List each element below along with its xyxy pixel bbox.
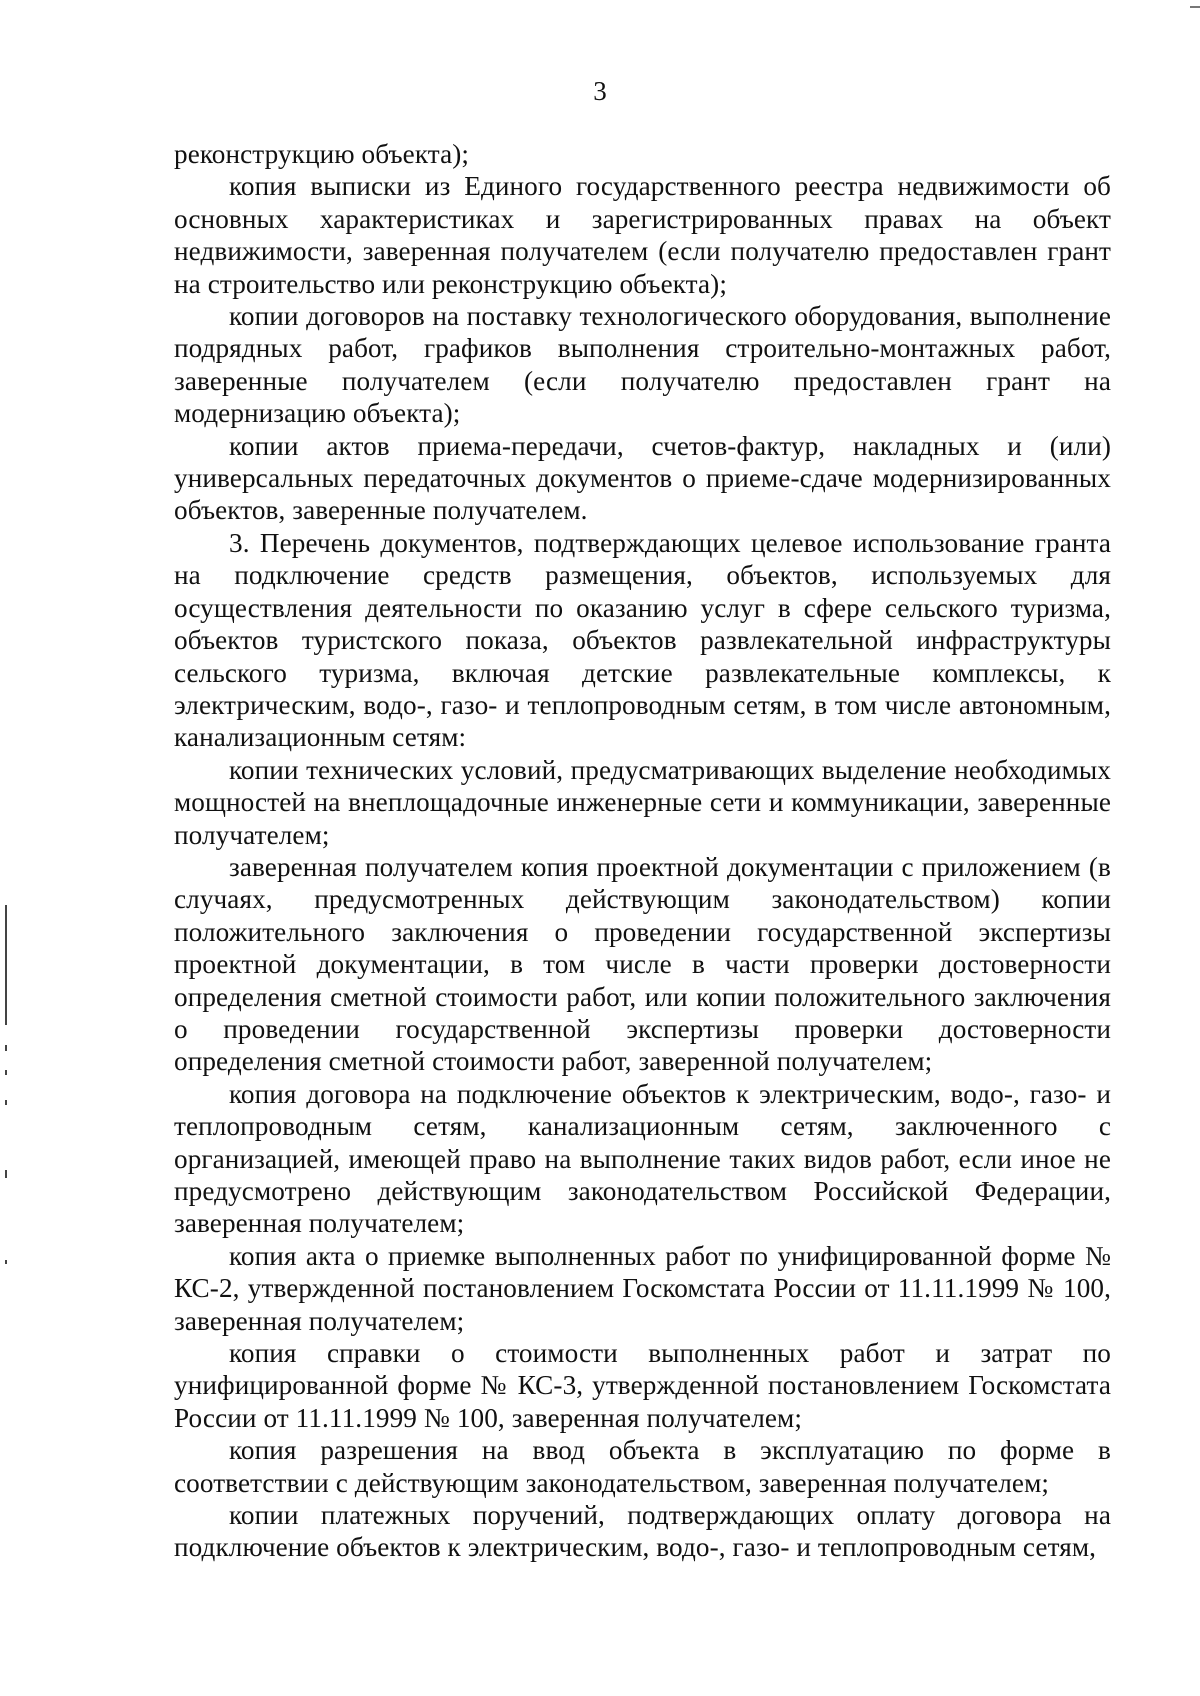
page-number: 3 (593, 76, 607, 106)
paragraph: реконструкцию объекта); (174, 139, 470, 169)
document-body (174, 138, 1111, 1564)
scan-artifact (1190, 6, 1200, 8)
paragraph: копия договора на подключение объектов к электрическим, водо-, газо- и теплопроводным сетям, канализационным сетям, заключенного с организацией, имеющей право на выполнение таких видов работ, если иное не предусмотрено действующим законодательством Российской Федерации, заверенная получателем; (174, 1078, 1111, 1239)
paragraph: 3. Перечень документов, подтверждающих целевое использование гранта на подключение средств размещения, объектов, используемых для осуществления деятельности по оказанию услуг в сфере сельского туризма, объектов туристского показа, объектов развлекательной инфраструктуры сельского туризма, включая детские развлекательные комплексы, к электрическим, водо-, газо- и теплопроводным сетям, в том числе автономным, канализационным сетям: (174, 527, 1111, 753)
paragraph: копия акта о приемке выполненных работ по унифицированной форме № КС-2, утвержденной постановлением Госкомстата России от 11.11.1999 № 100, заверенная получателем; (174, 1240, 1111, 1336)
paragraph: заверенная получателем копия проектной документации с приложением (в случаях, предусмотренных действующим законодательством) копии положительного заключения о проведении государственной экспертизы проектной документации, в том числе в части проверки достоверности определения сметной стоимости работ, или копии положительного заключения о проведении государственной экспертизы проверки достоверности определения сметной стоимости работ, заверенной получателем; (174, 851, 1111, 1077)
paragraph: копии договоров на поставку технологического оборудования, выполнение подрядных работ, графиков выполнения строительно-монтажных работ, заверенные получателем (если получателю предоставлен грант на модернизацию объекта); (174, 301, 1111, 429)
scan-artifact (5, 1260, 7, 1264)
scan-artifact (5, 1170, 7, 1178)
scan-artifact (5, 1100, 7, 1105)
paragraph: копия разрешения на ввод объекта в эксплуатацию по форме в соответствии с действующим законодательством, заверенная получателем; (174, 1435, 1111, 1498)
paragraph: копии актов приема-передачи, счетов-фактур, накладных и (или) универсальных передаточных документов о приеме-сдаче модернизированных объектов, заверенные получателем. (174, 430, 1111, 526)
paragraph: копии платежных поручений, подтверждающих оплату договора на подключение объектов к электрическим, водо-, газо- и теплопроводным сетям, (174, 1500, 1111, 1563)
paragraph: копия справки о стоимости выполненных работ и затрат по унифицированной форме № КС-3, утвержденной постановлением Госкомстата России от 11.11.1999 № 100, заверенная получателем; (174, 1338, 1111, 1433)
paragraph: копия выписки из Единого государственного реестра недвижимости об основных характеристиках и зарегистрированных правах на объект недвижимости, заверенная получателем (если получателю предоставлен грант на строительство или реконструкцию объекта); (174, 171, 1111, 299)
scan-artifact (5, 1045, 7, 1051)
scan-artifact (5, 905, 7, 1025)
paragraph: копии технических условий, предусматривающих выделение необходимых мощностей на внеплощадочные инженерные сети и коммуникации, заверенные получателем; (174, 754, 1111, 850)
scan-artifact (5, 1070, 7, 1075)
